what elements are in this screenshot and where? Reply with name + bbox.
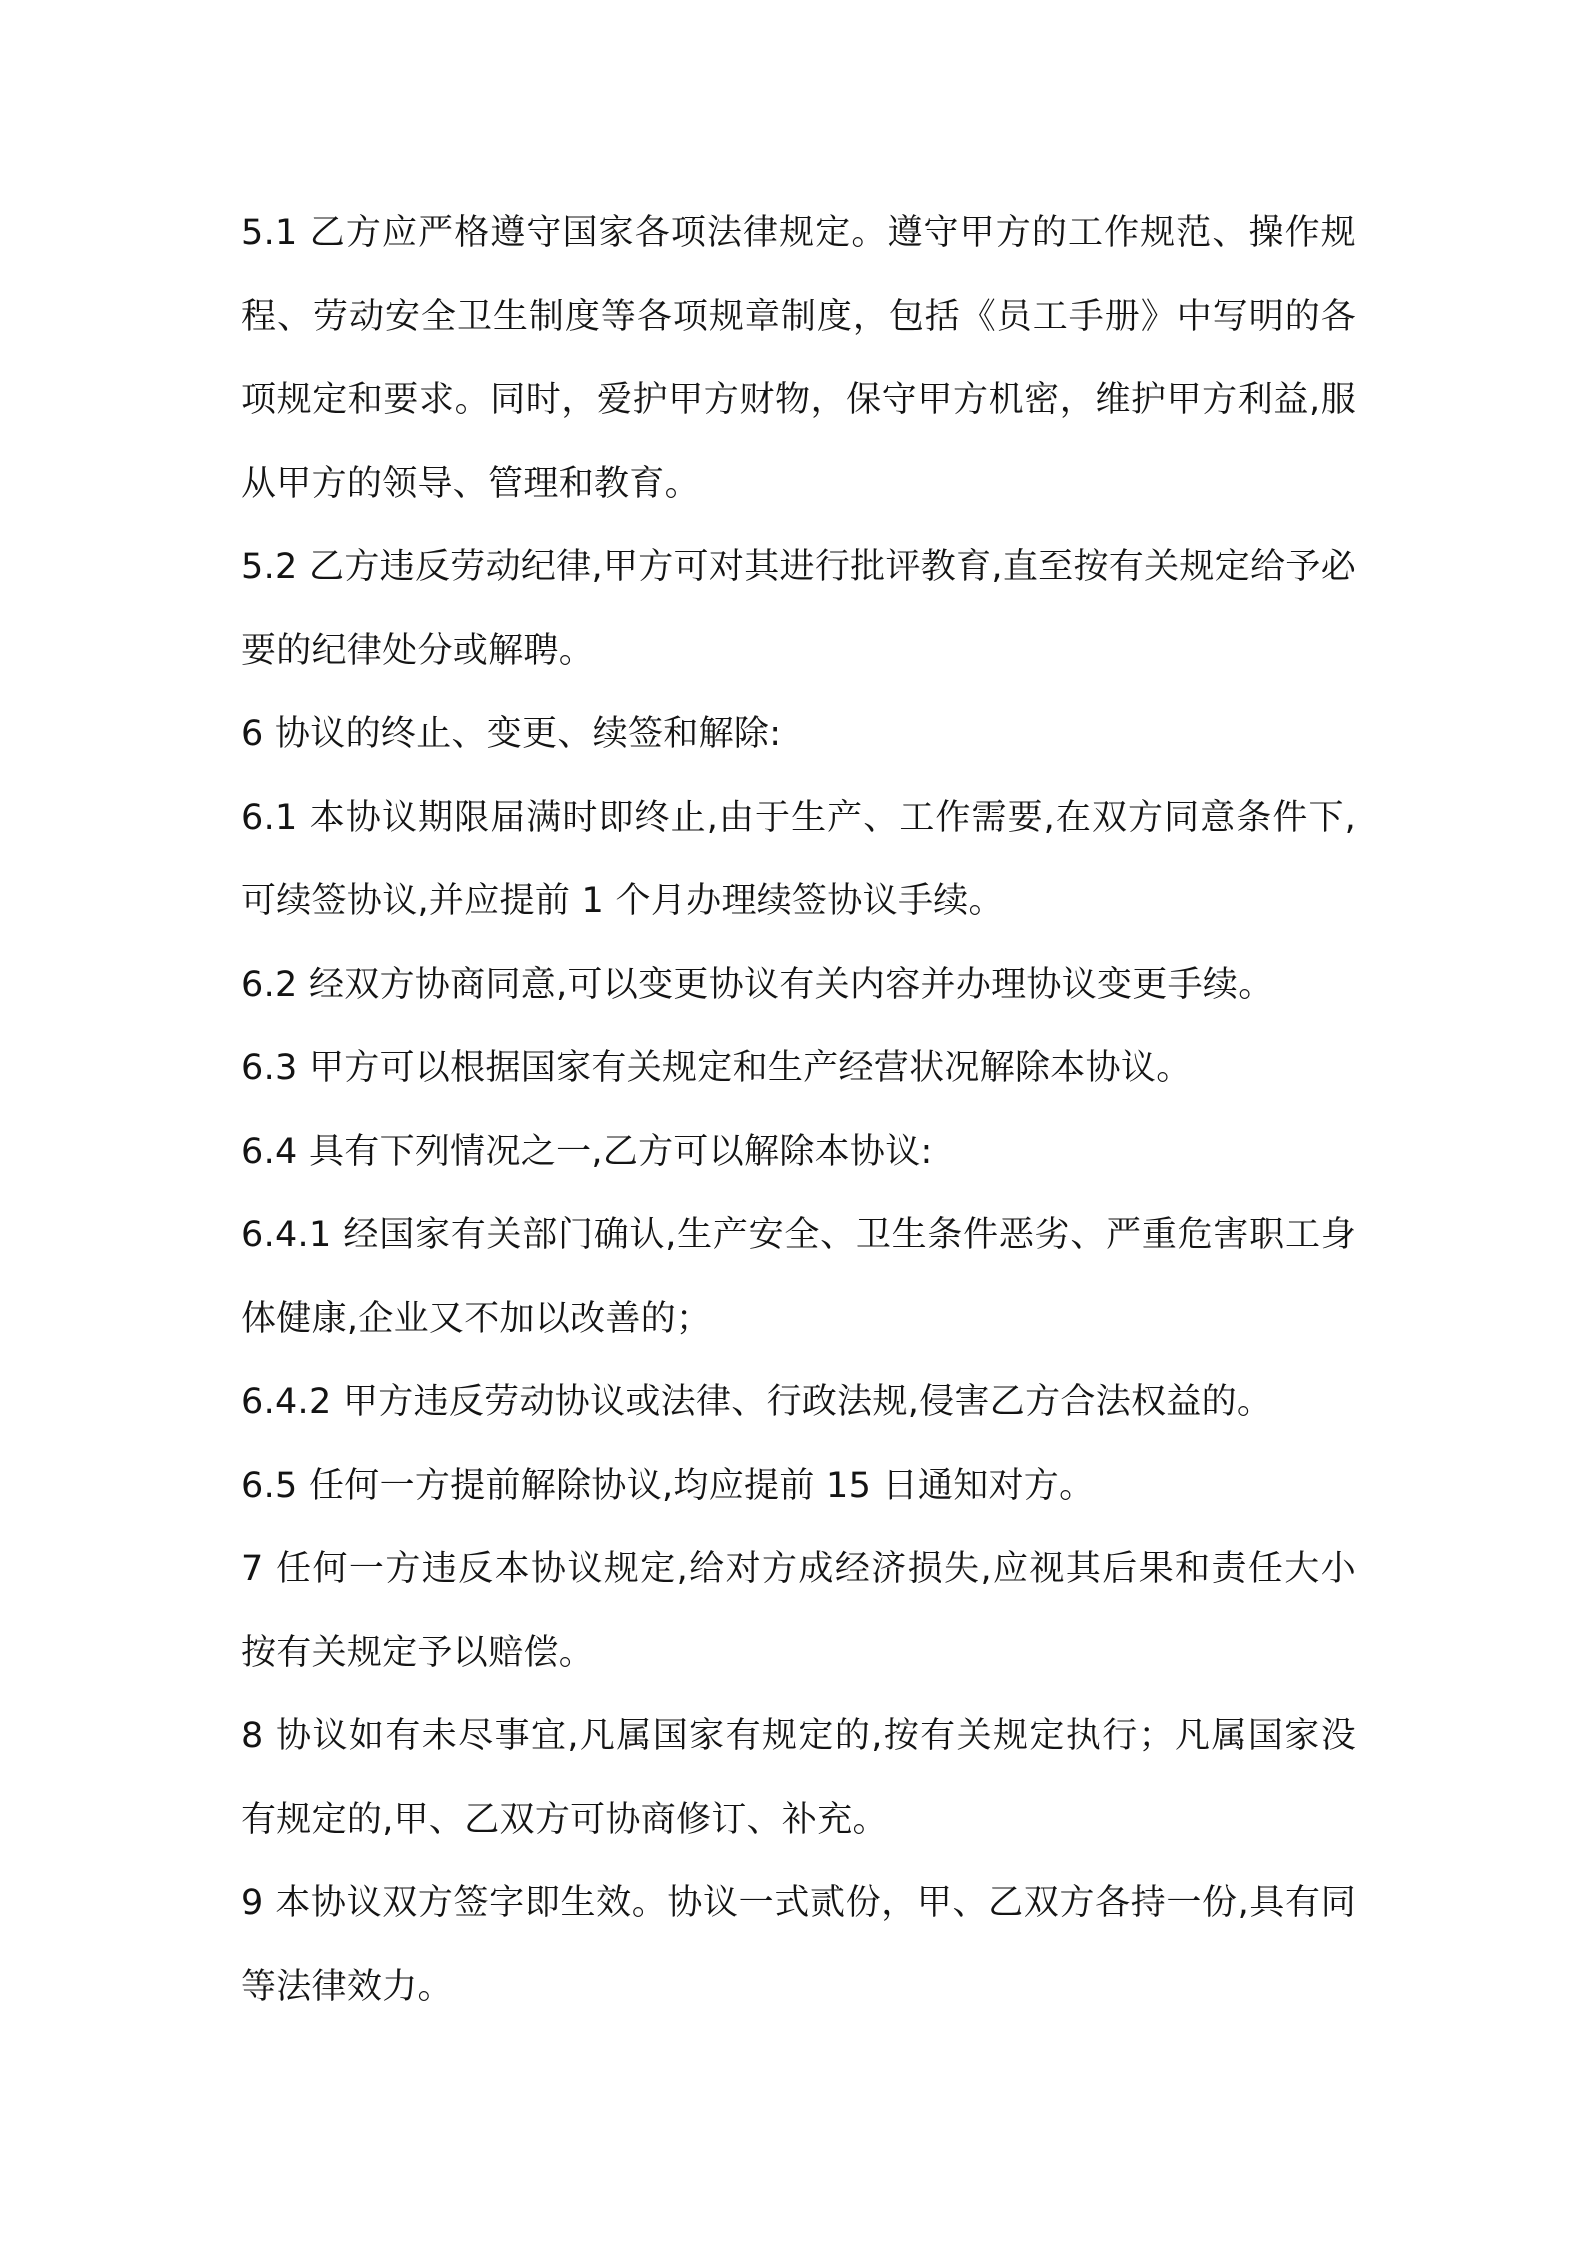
clause-9: 9 本协议双方签字即生效。协议一式贰份，甲、乙双方各持一份,具有同等法律效力。 xyxy=(241,1883,1356,2007)
clause-6-3: 6.3 甲方可以根据国家有关规定和生产经营状况解除本协议。 xyxy=(241,1048,1192,1088)
clause-6-4-2: 6.4.2 甲方违反劳动协议或法律、行政法规,侵害乙方合法权益的。 xyxy=(241,1382,1273,1422)
clause-6-4: 6.4 具有下列情况之一,乙方可以解除本协议: xyxy=(241,1131,933,1172)
clause-5-1: 5.1 乙方应严格遵守国家各项法律规定。遵守甲方的工作规范、操作规程、劳动安全卫生制度等各项规章制度，包括《员工手册》中写明的各项规定和要求。同时，爱护甲方财物，保守甲方机密，维护甲方利益,服从甲方的领导、管理和教育。 xyxy=(241,213,1356,504)
section-6-heading: 6 协议的终止、变更、续签和解除: xyxy=(241,714,782,754)
clause-6-5: 6.5 任何一方提前解除协议,均应提前 15 日通知对方。 xyxy=(241,1465,1095,1506)
clause-6-4-1: 6.4.1 经国家有关部门确认,生产安全、卫生条件恶劣、严重危害职工身体健康,企业又不加以改善的； xyxy=(241,1215,1356,1339)
clause-6-2: 6.2 经双方协商同意,可以变更协议有关内容并办理协议变更手续。 xyxy=(241,964,1274,1005)
clause-7: 7 任何一方违反本协议规定,给对方成经济损失,应视其后果和责任大小按有关规定予以赔偿。 xyxy=(241,1549,1356,1673)
document-body xyxy=(241,192,1356,2029)
clause-5-2: 5.2 乙方违反劳动纪律,甲方可对其进行批评教育,直至按有关规定给予必要的纪律处分或解聘。 xyxy=(241,547,1356,671)
clause-6-1: 6.1 本协议期限届满时即终止,由于生产、工作需要,在双方同意条件下,可续签协议,并应提前 1 个月办理续签协议手续。 xyxy=(241,797,1356,921)
clause-8: 8 协议如有未尽事宜,凡属国家有规定的,按有关规定执行；凡属国家没有规定的,甲、乙双方可协商修订、补充。 xyxy=(241,1716,1356,1840)
